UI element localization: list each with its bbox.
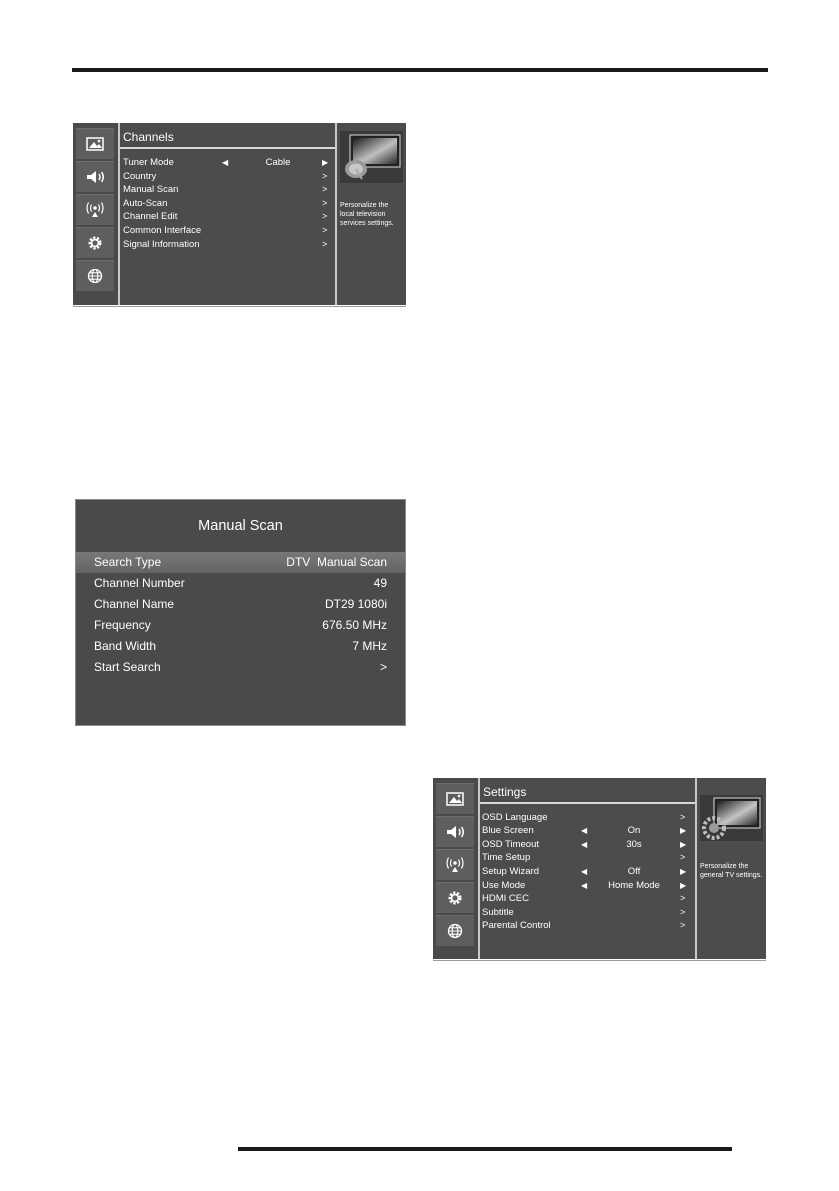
left-arrow-icon[interactable]: ◀	[222, 158, 229, 167]
menu-item-value: Cable	[265, 157, 291, 168]
menu-item-country[interactable]	[123, 170, 329, 183]
menu-item-label: Parental Control	[482, 920, 551, 931]
right-arrow-icon[interactable]: ▶	[680, 840, 687, 849]
menu-divider	[118, 123, 120, 305]
chevron-right-icon: >	[322, 171, 328, 181]
menu-item-time-setup[interactable]	[482, 851, 692, 864]
chevron-right-icon: >	[322, 198, 328, 208]
chevron-right-icon: >	[322, 239, 328, 249]
menu-divider	[478, 778, 480, 959]
menu-item-common-interface[interactable]	[123, 224, 329, 237]
menu-title: Channels	[120, 123, 335, 149]
scan-row-label: Search Type	[94, 555, 162, 569]
menu-item-label: Manual Scan	[123, 184, 179, 195]
right-arrow-icon[interactable]: ▶	[680, 867, 687, 876]
menu-item-blue-screen[interactable]	[482, 824, 692, 837]
scan-row-value: DTV Manual Scan	[286, 555, 387, 569]
footer-rule	[238, 1147, 732, 1151]
info-description: Personalize the general TV settings.	[700, 863, 763, 879]
menu-sidebar	[73, 123, 118, 305]
scan-row-channel-name[interactable]	[76, 594, 405, 615]
menu-item-manual-scan[interactable]	[123, 183, 329, 196]
menu-item-label: Time Setup	[482, 852, 531, 863]
scan-row-search-type[interactable]	[76, 552, 405, 573]
channels-menu	[73, 123, 406, 305]
menu-item-auto-scan[interactable]	[123, 197, 329, 210]
chevron-right-icon: >	[322, 211, 328, 221]
menu-item-value: Home Mode	[608, 880, 660, 891]
picture-icon[interactable]	[76, 128, 114, 159]
scan-row-value: 49	[373, 576, 387, 590]
network-globe-icon[interactable]	[436, 915, 474, 946]
manual-scan-dialog	[75, 499, 406, 726]
menu-item-hdmi-cec[interactable]	[482, 892, 692, 905]
menu-item-label: Country	[123, 171, 157, 182]
chevron-right-icon: >	[680, 920, 686, 930]
right-arrow-icon[interactable]: ▶	[680, 881, 687, 890]
menu-item-label: Blue Screen	[482, 825, 534, 836]
scan-row-label: Channel Number	[94, 576, 185, 590]
chevron-right-icon: >	[680, 907, 686, 917]
chevron-right-icon: >	[680, 893, 686, 903]
menu-item-setup-wizard[interactable]	[482, 865, 692, 878]
scan-row-value: 676.50 MHz	[322, 618, 387, 632]
menu-item-label: Signal Information	[123, 239, 200, 250]
menu-item-parental-control[interactable]	[482, 919, 692, 932]
scan-row-label: Channel Name	[94, 597, 175, 611]
sound-icon[interactable]	[436, 816, 474, 847]
network-globe-icon[interactable]	[76, 260, 114, 291]
info-panel	[337, 123, 406, 305]
settings-gear-icon[interactable]	[436, 882, 474, 913]
scan-row-label: Start Search	[94, 660, 161, 674]
menu-item-label: Subtitle	[482, 907, 514, 918]
left-arrow-icon[interactable]: ◀	[581, 840, 588, 849]
menu-item-label: HDMI CEC	[482, 893, 529, 904]
menu-item-label: Setup Wizard	[482, 866, 540, 877]
header-rule	[72, 68, 768, 72]
menu-item-channel-edit[interactable]	[123, 210, 329, 223]
tv-illustration	[700, 795, 763, 841]
left-arrow-icon[interactable]: ◀	[581, 867, 588, 876]
panel-underline	[73, 306, 406, 307]
menu-item-label: Use Mode	[482, 880, 526, 891]
menu-item-subtitle[interactable]	[482, 906, 692, 919]
channel-broadcast-icon[interactable]	[76, 194, 114, 225]
settings-menu	[433, 778, 766, 959]
channel-broadcast-icon[interactable]	[436, 849, 474, 880]
info-panel	[697, 778, 766, 959]
scan-row-value: 7 MHz	[352, 639, 387, 653]
scan-row-label: Frequency	[94, 618, 151, 632]
menu-item-label: Tuner Mode	[123, 157, 174, 168]
right-arrow-icon[interactable]: ▶	[322, 158, 329, 167]
tv-illustration	[340, 131, 403, 183]
scan-row-band-width[interactable]	[76, 636, 405, 657]
menu-title: Settings	[480, 778, 695, 804]
menu-item-value: On	[627, 825, 641, 836]
menu-item-value: Off	[627, 866, 641, 877]
menu-item-tuner-mode[interactable]	[123, 156, 329, 169]
chevron-right-icon: >	[322, 184, 328, 194]
menu-item-osd-timeout[interactable]	[482, 838, 692, 851]
settings-gear-icon[interactable]	[76, 227, 114, 258]
menu-item-use-mode[interactable]	[482, 879, 692, 892]
left-arrow-icon[interactable]: ◀	[581, 881, 588, 890]
scan-row-frequency[interactable]	[76, 615, 405, 636]
sound-icon[interactable]	[76, 161, 114, 192]
panel-underline	[433, 960, 766, 961]
menu-item-label: Channel Edit	[123, 211, 178, 222]
chevron-right-icon: >	[322, 225, 328, 235]
info-description: Personalize the local television services settings.	[340, 202, 394, 227]
menu-item-label: OSD Timeout	[482, 839, 540, 850]
menu-sidebar	[433, 778, 478, 959]
scan-row-start-search[interactable]	[76, 657, 405, 678]
menu-item-signal-information[interactable]	[123, 238, 329, 251]
chevron-right-icon: >	[680, 852, 686, 862]
scan-row-label: Band Width	[94, 639, 157, 653]
menu-item-label: Common Interface	[123, 225, 202, 236]
picture-icon[interactable]	[436, 783, 474, 814]
chevron-right-icon: >	[680, 812, 686, 822]
menu-item-osd-language[interactable]	[482, 811, 692, 824]
menu-item-label: Auto-Scan	[123, 198, 168, 209]
scan-row-channel-number[interactable]	[76, 573, 405, 594]
scan-row-value: DT29 1080i	[324, 597, 387, 611]
dialog-title: Manual Scan	[198, 518, 283, 534]
right-arrow-icon[interactable]: ▶	[680, 826, 687, 835]
menu-item-label: OSD Language	[482, 812, 548, 823]
menu-item-value: 30s	[626, 839, 642, 850]
left-arrow-icon[interactable]: ◀	[581, 826, 588, 835]
chevron-right-icon: >	[379, 660, 387, 674]
